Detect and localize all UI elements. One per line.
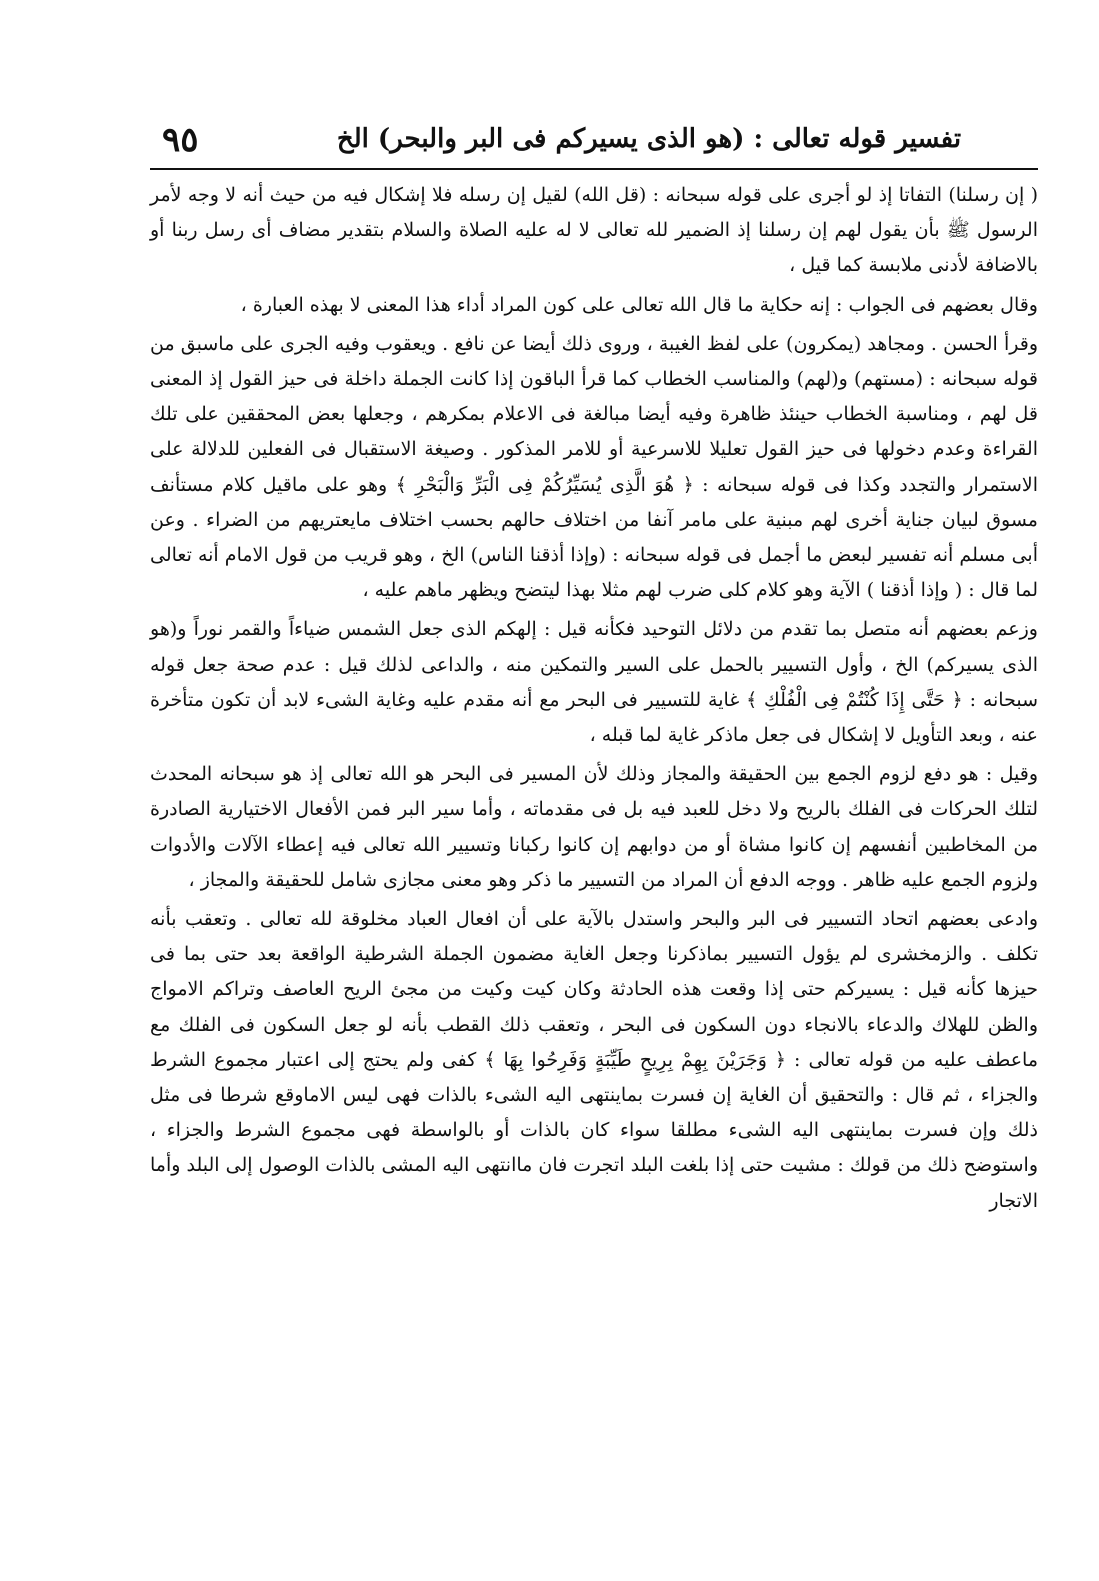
paragraph: ( إن رسلنا) التفاتا إذ لو أجرى على قوله سبحانه : (قل الله) لقيل إن رسله فلا إشكال فيه من حيث أنه لا وجه لأمر الرسول ﷺ بأن يقول لهم إن رسلنا إذ الضمير لله تعالى لا له عليه الصلاة والسلام بتقدير مضاف أى رسل ربنا أو بالاضافة لأدنى ملابسة كما قيل ، [150,184,1038,277]
paragraph: وزعم بعضهم أنه متصل بما تقدم من دلائل التوحيد فكأنه قيل : إلهكم الذى جعل الشمس ضياءاً والقمر نوراً و(هو الذى يسيركم) الخ ، وأول التسيير بالحمل على السير والتمكين منه ، والداعى لذلك قيل : عدم صحة جعل قوله سبحانه : ﴿ حَتَّى إِذَا كُنْتُمْ فِى الْفُلْكِ ﴾ غاية للتسيير فى البحر مع أنه مقدم عليه وغاية الشىء لابد أن تكون متأخرة عنه ، وبعد التأويل لا إشكال فى جعل ماذكر غاية لما قبله ، [150,618,1038,747]
page-header [150,118,1038,170]
paragraph: وقال بعضهم فى الجواب : إنه حكاية ما قال الله تعالى على كون المراد أداء هذا المعنى لا بهذه العبارة ، [240,293,1038,316]
paragraph: وقيل : هو دفع لزوم الجمع بين الحقيقة والمجاز وذلك لأن المسير فى البحر هو الله تعالى إذ هو سبحانه المحدث لتلك الحركات فى الفلك بالريح ولا دخل للعبد فيه بل فى مقدماته ، وأما سير البر فمن الأفعال الاختيارية الصادرة من المخاطبين أنفسهم إن كانوا مشاة أو من دوابهم إن كانوا ركبانا وتسيير الله تعالى فيه إعطاء الآلات والأدوات ولزوم الجمع عليه ظاهر . ووجه الدفع أن المراد من التسيير ما ذكر وهو معنى مجازى شامل للحقيقة والمجاز ، [150,763,1038,891]
document-page [150,118,1038,1558]
paragraph: وادعى بعضهم اتحاد التسيير فى البر والبحر واستدل بالآية على أن افعال العباد مخلوقة لله تعالى . وتعقب بأنه تكلف . والزمخشرى لم يؤول التسيير بماذكرنا وجعل الغاية مضمون الجملة الشرطية الواقعة بعد حتى بما فى حيزها كأنه قيل : يسيركم حتى إذا وقعت هذه الحادثة وكان كيت وكيت من مجئ الريح العاصف وتراكم الامواج والظن للهلاك والدعاء بالانجاء دون السكون فى البحر ، وتعقب ذلك القطب بأنه لو جعل السكون فى الفلك مع ماعطف عليه من قوله تعالى : ﴿ وَجَرَيْنَ بِهِمْ بِرِيحٍ طَيِّبَةٍ وَفَرِحُوا بِهَا ﴾ كفى ولم يحتج إلى اعتبار مجموع الشرط والجزاء ، ثم قال : والتحقيق أن الغاية إن فسرت بماينتهى اليه الشىء بالذات فهى ليس الاماوقع شرطا فى مثل ذلك وإن فسرت بماينتهى اليه الشىء مطلقا سواء كان بالذات أو بالواسطة فهى مجموع الشرط والجزاء ، واستوضح ذلك من قولك : مشيت حتى إذا بلغت البلد اتجرت فان ماانتهى اليه المشى بالذات الوصول إلى البلد وأما الاتجار [150,908,1038,1212]
body-text [150,178,1038,1219]
paragraph: وقرأ الحسن . ومجاهد (يمكرون) على لفظ الغيبة ، وروى ذلك أيضا عن نافع . ويعقوب وفيه الجرى على ماسبق من قوله سبحانه : (مستهم) و(لهم) والمناسب الخطاب كما قرأ الباقون إذا كانت الجملة داخلة فى حيز القول إذ المعنى قل لهم ، ومناسبة الخطاب حينئذ ظاهرة وفيه أيضا مبالغة فى الاعلام بمكرهم ، وجعلها بعض المحققين على تلك القراءة وعدم دخولها فى حيز القول تعليلا للاسرعية أو للامر المذكور . وصيغة الاستقبال فى الفعلين للدلالة على الاستمرار والتجدد وكذا فى قوله سبحانه : ﴿ هُوَ الَّذِى يُسَيِّرُكُمْ فِى الْبَرِّ وَالْبَحْرِ ﴾ وهو على ماقيل كلام مستأنف مسوق لبيان جناية أخرى لهم مبنية على مامر آنفا من اختلاف حالهم بحسب اختلاف مايعتريهم من الضراء . وعن أبى مسلم أنه تفسير لبعض ما أجمل فى قوله سبحانه : (وإذا أذقنا الناس) الخ ، وهو قريب من قول الامام أنه تعالى لما قال : ( وإذا أذقنا ) الآية وهو كلام كلى ضرب لهم مثلا بهذا ليتضح ويظهر ماهم عليه ، [150,332,1038,602]
page-title: تفسير قوله تعالى : (هو الذى يسيركم فى البر والبحر) الخ [336,124,962,154]
page-number: ٩٥ [162,120,199,160]
